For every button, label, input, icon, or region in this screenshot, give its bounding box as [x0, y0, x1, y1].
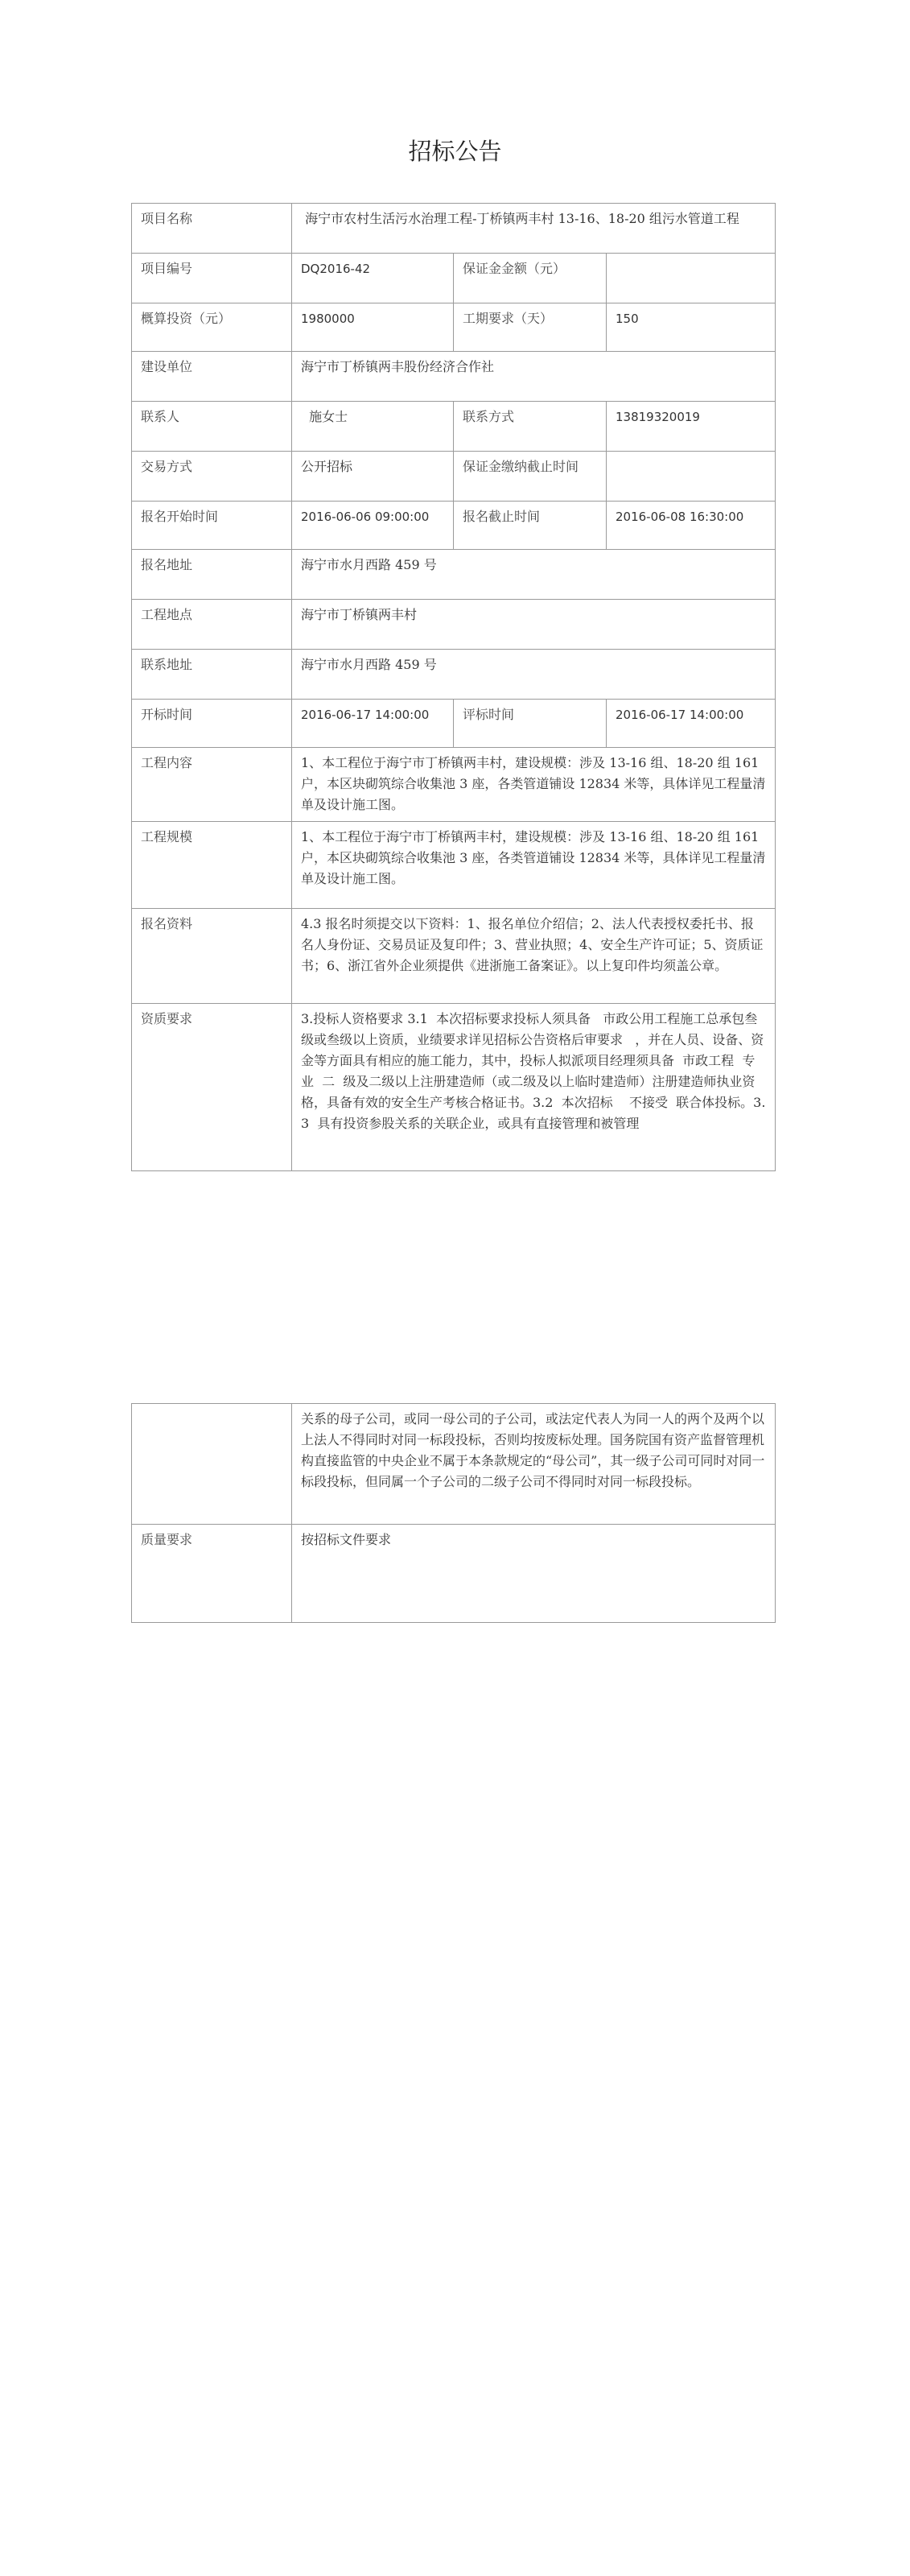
contact-method-label: 联系方式 — [454, 402, 607, 452]
qual-value-part2: 关系的母子公司，或同一母公司的子公司，或法定代表人为同一人的两个及两个以上法人不得同时对同一标段投标，否则均按废标处理。国务院国有资产监督管理机构直接监管的中央企业不属于本条款规定的“母公司”，其一级子公司可同时对同一标段投标，但同属一个子公司的二级子公司不得同时对同一标段投标。 — [292, 1404, 776, 1525]
trade-value: 公开招标 — [292, 452, 454, 502]
row-project-name — [132, 204, 776, 254]
tender-info-table — [131, 203, 776, 1171]
content-label: 工程内容 — [132, 748, 292, 822]
builder-label: 建设单位 — [132, 352, 292, 402]
eval-time-label: 评标时间 — [454, 700, 607, 748]
contact-value: 施女士 — [292, 402, 454, 452]
scale-value: 1、本工程位于海宁市丁桥镇两丰村，建设规模：涉及 13-16 组、18-20 组 161 户，本区块砌筑综合收集池 3 座，各类管道铺设 12834 米等，具体详见工程量清单及设计施工图。 — [292, 822, 776, 909]
qual-value-part1: 3.投标人资格要求 3.1 本次招标要求投标人须具备 市政公用工程施工总承包叁级或叁级以上资质，业绩要求详见招标公告资格后审要求 ，并在人员、设备、资金等方面具有相应的施工能力，其中，投标人拟派项目经理须具备 市政工程 专业 二 级及二级以上注册建造师（或二级及以上临时建造师）注册建造师执业资格，具备有效的安全生产考核合格证书。3.2 本次招标 不接受 联合体投标。3.3 具有投资参股关系的关联企业，或具有直接管理和被管理 — [292, 1004, 776, 1171]
reg-start-label: 报名开始时间 — [132, 502, 292, 550]
open-time-label: 开标时间 — [132, 700, 292, 748]
row-project-no — [132, 254, 776, 303]
quality-value: 按招标文件要求 — [292, 1525, 776, 1623]
budget-value: 1980000 — [292, 303, 454, 352]
row-builder — [132, 352, 776, 402]
deposit-label: 保证金金额（元） — [454, 254, 607, 303]
project-name-label: 项目名称 — [132, 204, 292, 254]
builder-value: 海宁市丁桥镇两丰股份经济合作社 — [292, 352, 776, 402]
docs-value: 4.3 报名时须提交以下资料：1、报名单位介绍信；2、法人代表授权委托书、报名人身份证、交易员证及复印件；3、营业执照；4、安全生产许可证；5、资质证书；6、浙江省外企业须提供《进浙施工备案证》。以上复印件均须盖公章。 — [292, 909, 776, 1004]
eval-time-value: 2016-06-17 14:00:00 — [607, 700, 776, 748]
row-site — [132, 600, 776, 650]
contact-method-value: 13819320019 — [607, 402, 776, 452]
project-name-value: 海宁市农村生活污水治理工程-丁桥镇两丰村 13-16、18-20 组污水管道工程 — [292, 204, 776, 254]
period-value: 150 — [607, 303, 776, 352]
row-budget — [132, 303, 776, 352]
row-quality — [132, 1525, 776, 1623]
scale-label: 工程规模 — [132, 822, 292, 909]
project-no-label: 项目编号 — [132, 254, 292, 303]
row-scale — [132, 822, 776, 909]
contact-addr-label: 联系地址 — [132, 650, 292, 700]
row-registration-time — [132, 502, 776, 550]
open-time-value: 2016-06-17 14:00:00 — [292, 700, 454, 748]
reg-end-label: 报名截止时间 — [454, 502, 607, 550]
row-docs — [132, 909, 776, 1004]
row-contact-address — [132, 650, 776, 700]
reg-addr-value: 海宁市水月西路 459 号 — [292, 550, 776, 600]
row-contact — [132, 402, 776, 452]
deposit-value — [607, 254, 776, 303]
qual-label: 资质要求 — [132, 1004, 292, 1171]
trade-label: 交易方式 — [132, 452, 292, 502]
row-registration-address — [132, 550, 776, 600]
row-trade — [132, 452, 776, 502]
reg-addr-label: 报名地址 — [132, 550, 292, 600]
contact-addr-value: 海宁市水月西路 459 号 — [292, 650, 776, 700]
row-open-time — [132, 700, 776, 748]
contact-label: 联系人 — [132, 402, 292, 452]
quality-label: 质量要求 — [132, 1525, 292, 1623]
row-qualification-continued — [132, 1404, 776, 1525]
content-value: 1、本工程位于海宁市丁桥镇两丰村，建设规模：涉及 13-16 组、18-20 组 161 户，本区块砌筑综合收集池 3 座，各类管道铺设 12834 米等，具体详见工程量清单及设计施工图。 — [292, 748, 776, 822]
deposit-deadline-label: 保证金缴纳截止时间 — [454, 452, 607, 502]
project-no-value: DQ2016-42 — [292, 254, 454, 303]
deposit-deadline-value — [607, 452, 776, 502]
page-title: 招标公告 — [408, 138, 502, 165]
tender-info-table-continued — [131, 1403, 776, 1623]
qual-continued-label-cell — [132, 1404, 292, 1525]
row-qualification — [132, 1004, 776, 1171]
site-value: 海宁市丁桥镇两丰村 — [292, 600, 776, 650]
docs-label: 报名资料 — [132, 909, 292, 1004]
site-label: 工程地点 — [132, 600, 292, 650]
row-content — [132, 748, 776, 822]
budget-label: 概算投资（元） — [132, 303, 292, 352]
reg-start-value: 2016-06-06 09:00:00 — [292, 502, 454, 550]
reg-end-value: 2016-06-08 16:30:00 — [607, 502, 776, 550]
period-label: 工期要求（天） — [454, 303, 607, 352]
